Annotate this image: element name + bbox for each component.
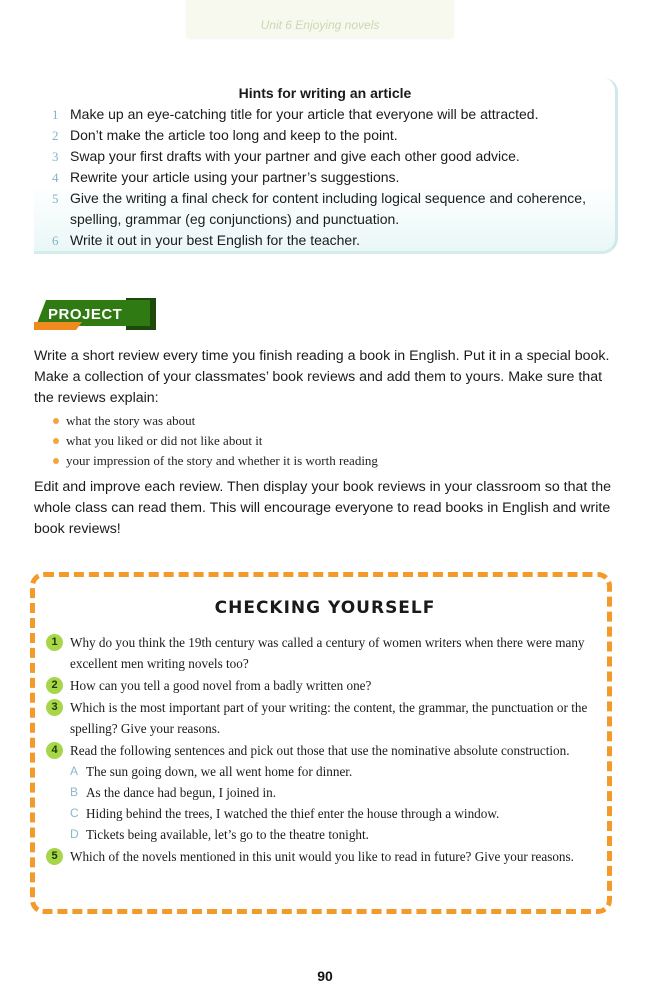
hint-text: Rewrite your article using your partner’s suggestions. [70, 169, 400, 185]
question-number-badge: 1 [46, 634, 63, 651]
hint-number: 4 [52, 170, 59, 185]
checking-title: CHECKING YOURSELF [214, 598, 436, 618]
project-outro: Edit and improve each review. Then display your book reviews in your classroom so that the whole class can read them. This will encourage everyone to read books in English and write book reviews! [34, 479, 611, 537]
hint-text: Give the writing a final check for content including logical sequence and coherence, spelling, grammar (eg conjunctions) and punctuation. [70, 190, 586, 227]
option-letter: C [70, 806, 79, 820]
option-text: Hiding behind the trees, I watched the thief enter the house through a window. [86, 806, 500, 821]
checking-list [46, 632, 606, 868]
hint-number: 5 [52, 191, 59, 206]
option-text: The sun going down, we all went home for dinner. [86, 764, 353, 779]
unit-header-tab [186, 0, 454, 38]
question-number-badge: 2 [46, 677, 63, 694]
option-item [70, 782, 606, 803]
question-text: Why do you think the 19th century was called a century of women writers when there were many excellent men writing novels too? [70, 635, 585, 671]
hints-title: Hints for writing an article [238, 85, 412, 101]
question-text: Which is the most important part of your writing: the content, the grammar, the punctuation or the spelling? Give your reasons. [70, 700, 588, 736]
option-letter: A [70, 764, 79, 778]
hint-item [52, 104, 612, 125]
hint-text: Make up an eye-catching title for your article that everyone will be attracted. [70, 106, 539, 122]
badge-orange-stripe [34, 322, 82, 330]
question-item [46, 846, 606, 867]
project-badge-label: PROJECT [48, 306, 123, 323]
unit-label: Unit 6 Enjoying novels [260, 18, 380, 32]
hints-list [52, 104, 612, 251]
bullet-item: what the story was about [66, 411, 619, 431]
hint-number: 2 [52, 128, 59, 143]
option-text: Tickets being available, let’s go to the theatre tonight. [86, 827, 369, 842]
question-item [46, 740, 606, 845]
bullet-item: your impression of the story and whether it is worth reading [66, 451, 619, 471]
option-item [70, 824, 606, 845]
question-text: Read the following sentences and pick out those that use the nominative absolute construction. [70, 743, 570, 758]
hint-number: 3 [52, 149, 59, 164]
question-item [46, 697, 606, 739]
hint-text: Don’t make the article too long and keep to the point. [70, 127, 398, 143]
page-number: 90 [317, 968, 333, 984]
project-section [34, 346, 619, 540]
option-item [70, 761, 606, 782]
hint-text: Swap your first drafts with your partner and give each other good advice. [70, 148, 520, 164]
question-options [70, 761, 606, 845]
option-letter: D [70, 827, 79, 841]
hint-item [52, 146, 612, 167]
hint-item [52, 125, 612, 146]
question-number-badge: 5 [46, 848, 63, 865]
option-letter: B [70, 785, 79, 799]
question-number-badge: 3 [46, 699, 63, 716]
option-text: As the dance had begun, I joined in. [86, 785, 277, 800]
hint-item [52, 167, 612, 188]
project-intro: Write a short review every time you finish reading a book in English. Put it in a special book. Make a collection of your classmates’ book reviews and add them to yours. Make sure that the reviews explain: [34, 348, 610, 406]
hint-item [52, 230, 612, 251]
question-text: How can you tell a good novel from a badly written one? [70, 678, 372, 693]
hint-number: 1 [52, 107, 59, 122]
hint-item [52, 188, 612, 230]
hint-number: 6 [52, 233, 59, 248]
bullet-item: what you liked or did not like about it [66, 431, 619, 451]
option-item [70, 803, 606, 824]
question-number-badge: 4 [46, 742, 63, 759]
question-item [46, 632, 606, 674]
question-text: Which of the novels mentioned in this unit would you like to read in future? Give your reasons. [70, 849, 574, 864]
question-item [46, 675, 606, 696]
hint-text: Write it out in your best English for the teacher. [70, 232, 361, 248]
project-bullets [34, 411, 619, 471]
project-badge [34, 298, 156, 330]
